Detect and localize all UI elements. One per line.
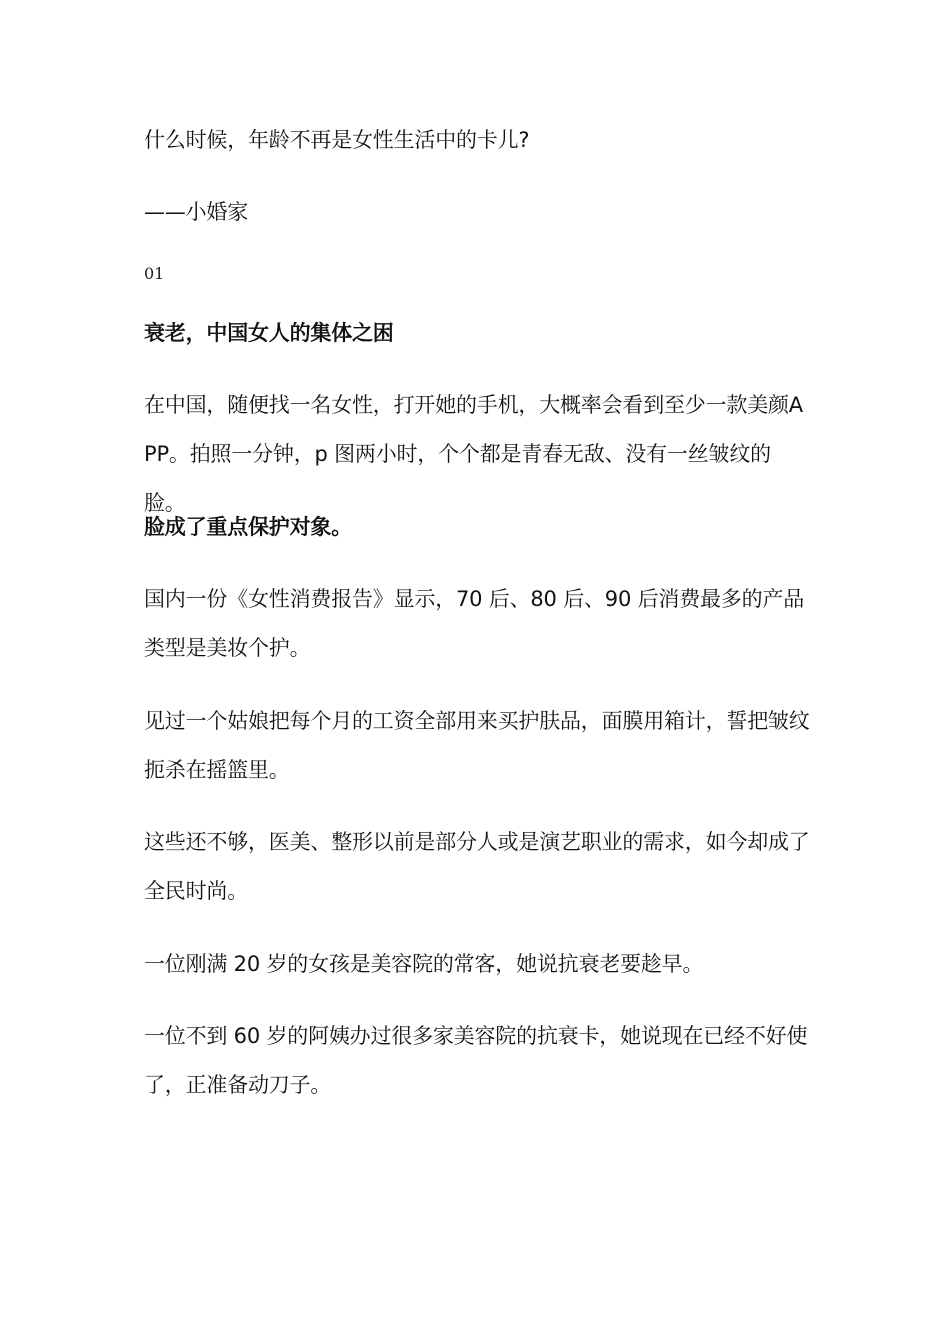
section-heading: 衰老，中国女人的集体之困 [144,321,394,345]
paragraph-face-protection: 脸成了重点保护对象。 [144,515,352,539]
paragraph-cosmetic-surgery: 这些还不够，医美、整形以前是部分人或是演艺职业的需求，如今却成了全民时尚。 [144,830,810,903]
intro-question: 什么时候，年龄不再是女性生活中的卡儿? [144,128,530,152]
byline: ——小婚家 [144,200,248,224]
paragraph-skincare-salary: 见过一个姑娘把每个月的工资全部用来买护肤品，面膜用箱计，誓把皱纹扼杀在摇篮里。 [144,709,810,782]
paragraph-twenty-year-old: 一位刚满 20 岁的女孩是美容院的常客，她说抗衰老要趁早。 [144,952,704,976]
paragraph-sixty-year-old: 一位不到 60 岁的阿姨办过很多家美容院的抗衰卡，她说现在已经不好使了，正准备动刀子。 [144,1024,808,1097]
paragraph-beauty-app: 在中国，随便找一名女性，打开她的手机，大概率会看到至少一款美颜APP。拍照一分钟，p 图两小时，个个都是青春无敌、没有一丝皱纹的脸。 [144,393,803,515]
paragraph-consumption-report: 国内一份《女性消费报告》显示，70 后、80 后、90 后消费最多的产品类型是美妆个护。 [144,587,804,660]
section-number: 01 [144,264,165,283]
